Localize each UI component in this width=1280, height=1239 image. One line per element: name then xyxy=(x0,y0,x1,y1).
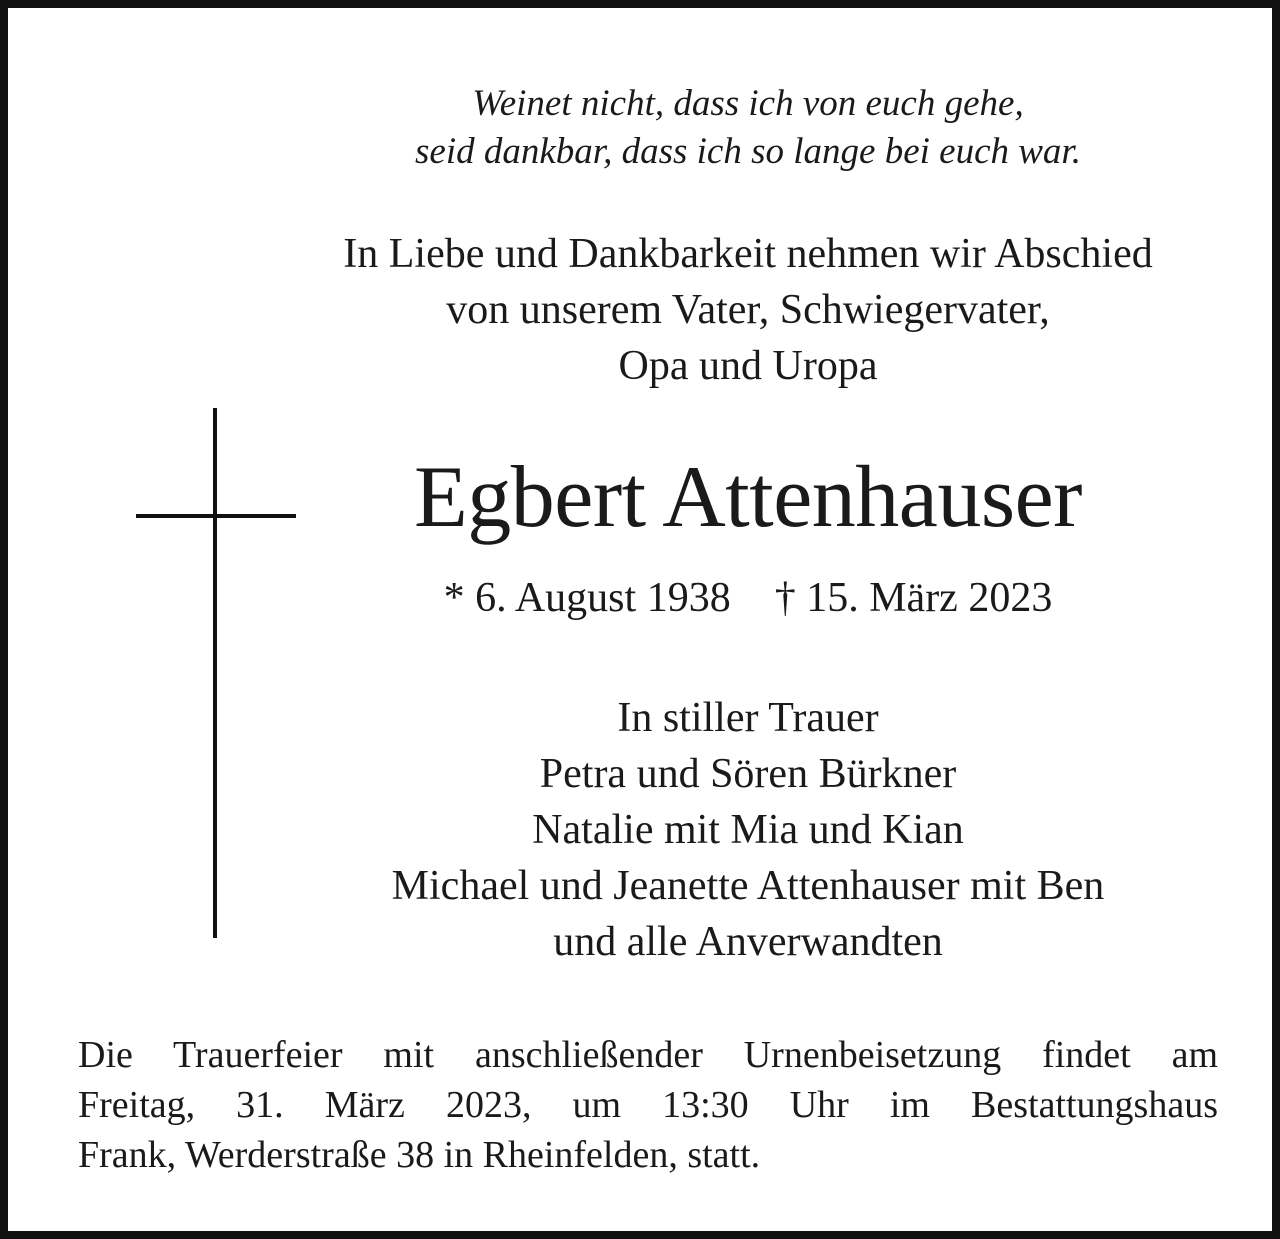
mourners-heading: In stiller Trauer xyxy=(617,695,879,741)
farewell-intro xyxy=(268,226,1228,394)
intro-line-1: In Liebe und Dankbarkeit nehmen wir Abschied xyxy=(343,231,1153,277)
birth-date: * 6. August 1938 xyxy=(443,575,731,621)
mourner-name: Petra und Sören Bürkner xyxy=(539,751,957,797)
death-date: † 15. März 2023 xyxy=(774,575,1053,621)
intro-line-2: von unserem Vater, Schwiegervater, xyxy=(446,287,1050,333)
mourner-name: und alle Anverwandten xyxy=(553,919,943,965)
ceremony-line-2: Freitag, 31. März 2023, um 13:30 Uhr im Bestattungshaus xyxy=(78,1084,1218,1126)
motto-verse xyxy=(268,80,1228,176)
motto-line-2: seid dankbar, dass ich so lange bei euch war. xyxy=(415,131,1081,172)
life-dates xyxy=(268,570,1228,626)
deceased-name: Egbert Attenhauser xyxy=(414,449,1082,546)
cross-icon xyxy=(213,408,217,938)
intro-line-3: Opa und Uropa xyxy=(618,343,878,389)
mourners-list xyxy=(268,690,1228,970)
ceremony-line-3: Frank, Werderstraße 38 in Rheinfelden, statt. xyxy=(78,1134,761,1176)
motto-line-1: Weinet nicht, dass ich von euch gehe, xyxy=(472,83,1024,124)
mourner-name: Natalie mit Mia und Kian xyxy=(532,807,964,853)
mourner-name: Michael und Jeanette Attenhauser mit Ben xyxy=(391,863,1105,909)
ceremony-notice xyxy=(78,1030,1218,1180)
ceremony-line-1: Die Trauerfeier mit anschließender Urnenbeisetzung findet am xyxy=(78,1034,1218,1076)
